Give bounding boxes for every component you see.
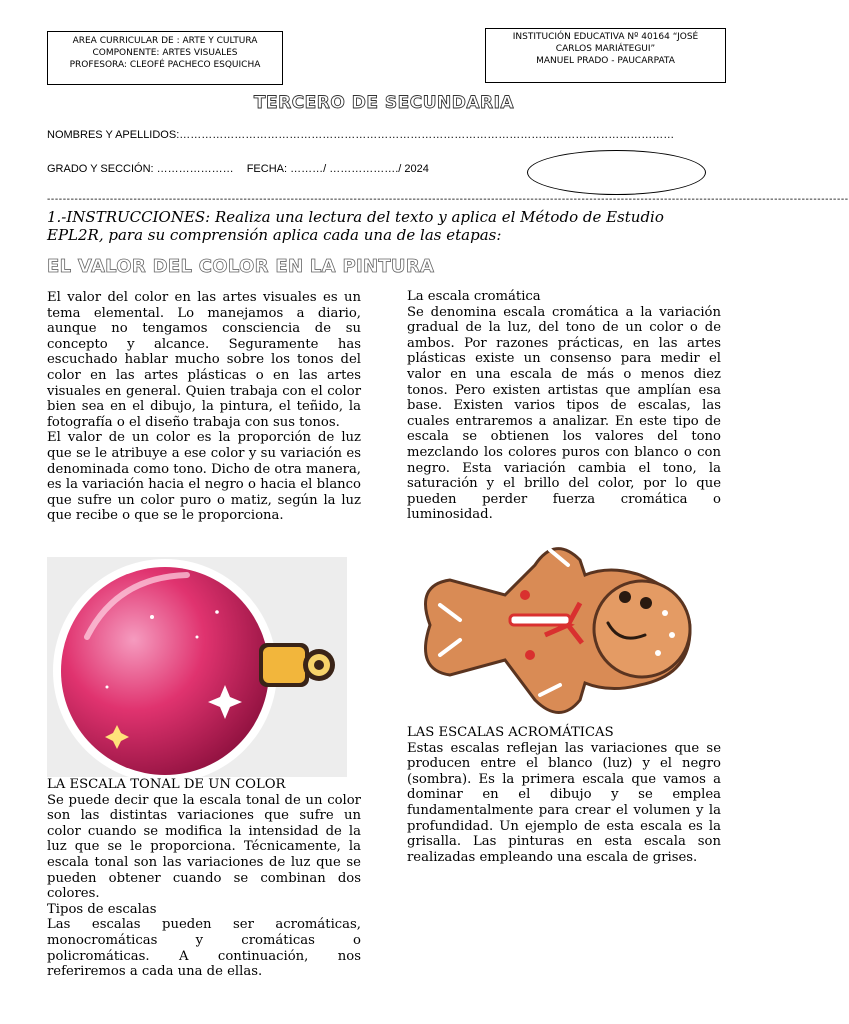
right-column-bottom — [407, 725, 721, 865]
school-name-line1: INSTITUCIÓN EDUCATIVA Nº 40164 “JOSÉ — [512, 32, 699, 42]
tonal-scale-paragraph: Se puede decir que la escala tonal de un color son las distintas variaciones que sufre un color cuando se modifica la intensidad de la luz que se le proporciona. Técnicamente, la escala tonal son las variaciones de luz que se pueden obtener cuando se combinan dos colores. — [47, 792, 361, 902]
tonal-scale-heading: LA ESCALA TONAL DE UN COLOR — [47, 777, 286, 792]
school-info-box — [485, 28, 726, 83]
course-area: AREA CURRICULAR DE : ARTE Y CULTURA — [72, 36, 258, 46]
names-field[interactable]: NOMBRES Y APELLIDOS:……………………………………………………………………………………………………………………… — [47, 129, 675, 141]
grade-title: TERCERO DE SECUNDARIA — [253, 93, 515, 113]
main-title: EL VALOR DEL COLOR EN LA PINTURA — [47, 256, 435, 277]
school-location: MANUEL PRADO - PAUCARPATA — [536, 56, 675, 66]
school-name-line2: CARLOS MARIÁTEGUI” — [555, 44, 656, 54]
left-column-top — [47, 290, 361, 524]
christmas-ornament-image — [47, 557, 347, 777]
right-column-top — [407, 289, 721, 523]
instructions-text: 1.-INSTRUCCIONES: Realiza una lectura del texto y aplica el Método de Estudio EPL2R, para su comprensión aplica cada una de las etapas: — [47, 208, 664, 244]
achromatic-scale-heading: LAS ESCALAS ACROMÁTICAS — [407, 725, 614, 740]
achromatic-scale-paragraph: Estas escalas reflejan las variaciones que se producen entre el blanco (luz) y el negro (sombra). Es la primera escala que vamos a dominar en el dibujo y se emplea fundamentalmente para crear el volumen y la profundidad. Un ejemplo de esta escala es la grisalla. Las pinturas en esta escala son realizadas empleando una escala de grises. — [407, 740, 721, 865]
scale-types-heading: Tipos de escalas — [47, 901, 157, 917]
gingerbread-cookie-image — [410, 525, 710, 725]
grade-date-row — [47, 163, 439, 175]
course-info-box — [47, 31, 283, 85]
scale-types-paragraph: Las escalas pueden ser acromáticas, monocromáticas y cromáticas o policromáticas. A continuación, nos referiremos a cada una de ellas. — [47, 917, 361, 980]
date-field[interactable]: FECHA: ………/ ………………./ 2024 — [246, 163, 429, 175]
course-teacher: PROFESORA: CLEOFÉ PACHECO ESQUICHA — [69, 60, 261, 70]
chromatic-scale-paragraph: Se denomina escala cromática a la variación gradual de la luz, del tono de un color o de ambos. Por razones prácticas, en las artes plásticas existe un consenso para medir el valor en una escala de más o menos diez tonos. Pero existen artistas que amplían esa base. Existen varios tipos de escalas, las cuales entraremos a analizar. En este tipo de escala se obtienen los valores del tono mezclando los colores puros con blanco o con negro. Esta variación cambia el tono, la saturación y el brillo del color, por lo que pueden perder fuerza cromática o luminosidad. — [407, 304, 721, 523]
intro-paragraph: El valor del color en las artes visuales es un tema elemental. Lo manejamos a diario, aunque no tengamos consciencia de su concepto y alcance. Seguramente has escuchado hablar mucho sobre los tonos del color en las artes plásticas o en las artes visuales en general. Quien trabaja con el color bien sea en el dibujo, la pintura, el teñido, la fotografía o el diseño trabaja con sus tonos. — [47, 290, 361, 430]
left-column-bottom — [47, 777, 361, 980]
score-oval[interactable] — [527, 150, 706, 195]
separator-line: ------------------------------------------------------------------------------------------------------------------------------------------------------------------------------------------------------------ — [47, 194, 849, 205]
value-definition-paragraph: El valor de un color es la proporción de luz que se le atribuye a ese color y su variación es denominada como tono. Dicho de otra manera, es la variación hacia el negro o hacia el blanco que sufre un color puro o matiz, según la luz que recibe o que se le proporciona. — [47, 430, 361, 524]
course-component: COMPONENTE: ARTES VISUALES — [92, 48, 238, 58]
grade-section-field[interactable]: GRADO Y SECCIÓN: ………………… — [47, 163, 234, 175]
chromatic-scale-heading: La escala cromática — [407, 289, 541, 304]
